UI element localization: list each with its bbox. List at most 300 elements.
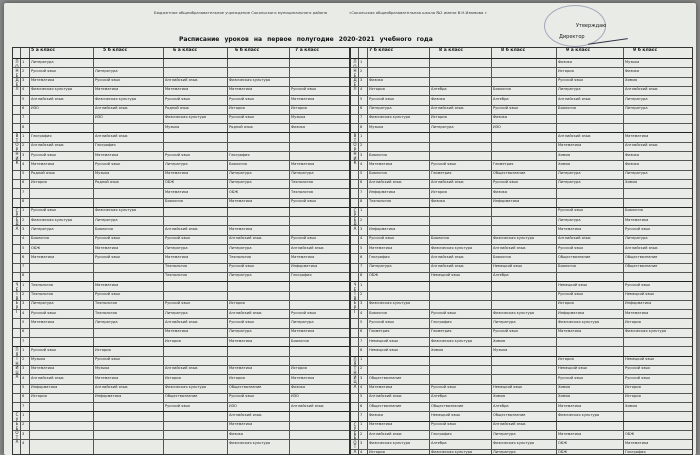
column-header: 9 а класс (566, 48, 591, 53)
lesson-cell: Математика (291, 329, 315, 334)
lesson-cell: Русский язык (165, 301, 191, 306)
lesson-cell: Русский язык (493, 106, 519, 110)
lesson-cell: Информатика (369, 226, 396, 231)
lesson-number: 6 (360, 403, 363, 408)
lesson-cell: Русский язык (165, 403, 191, 408)
lesson-cell: Физика (625, 68, 640, 73)
lesson-number: 8 (22, 199, 25, 203)
lesson-number: 2 (360, 143, 363, 148)
lesson-cell: Математика (229, 338, 253, 343)
lesson-cell: Физика (229, 431, 244, 436)
lesson-row (351, 366, 692, 373)
lesson-row (351, 255, 692, 262)
lesson-cell: История (229, 106, 245, 110)
lesson-cell: Математика (625, 440, 649, 445)
lesson-number: 6 (22, 394, 25, 399)
lesson-cell: Музыка (31, 357, 46, 362)
lesson-cell: ИЗО (493, 124, 501, 129)
lesson-cell: Музыка (625, 59, 640, 64)
lesson-cell: История (229, 375, 245, 380)
lesson-number: 8 (360, 199, 363, 203)
lesson-cell: Математика (558, 329, 582, 334)
lesson-cell: Математика (625, 217, 649, 222)
lesson-number: 5 (22, 245, 25, 250)
lesson-number: 8 (22, 273, 25, 278)
lesson-number: 6 (360, 329, 363, 334)
lesson-cell: Русский язык (558, 292, 584, 296)
lesson-row (13, 413, 349, 420)
lesson-cell: Русский язык (558, 375, 584, 380)
lesson-row (13, 69, 349, 76)
lesson-cell: Обществознание (229, 385, 262, 389)
lesson-row (13, 87, 349, 94)
lesson-number: 3 (360, 78, 363, 83)
lesson-cell: Физика (431, 96, 446, 101)
lesson-number: 7 (22, 115, 25, 120)
lesson-cell: Музыка (165, 124, 180, 129)
lesson-number: 5 (22, 319, 25, 324)
lesson-cell: Русский язык (369, 319, 395, 324)
lesson-number: 2 (22, 143, 25, 148)
lesson-number: 3 (360, 440, 363, 445)
lesson-cell: Русский язык (558, 245, 584, 250)
lesson-cell: История (431, 115, 447, 120)
lesson-cell: Музыка (95, 366, 110, 371)
lesson-cell: Английский язык (95, 133, 128, 138)
lesson-cell: Обществознание (558, 254, 591, 259)
day-label: Ч Е Т В Е Р Г (353, 282, 357, 315)
column-header: 6 а класс (173, 48, 198, 53)
lesson-cell: Алгебра (493, 96, 509, 101)
lesson-row (351, 227, 692, 234)
lesson-cell: Русский язык (229, 96, 255, 101)
lesson-number: 2 (22, 217, 25, 222)
lesson-row (13, 236, 349, 243)
lesson-row (13, 143, 349, 150)
lesson-number: 5 (360, 245, 363, 250)
lesson-cell: Биология (369, 171, 387, 176)
lesson-cell: Английский язык (291, 245, 324, 250)
lesson-cell: Русский язык (625, 282, 651, 287)
lesson-number: 5 (22, 171, 25, 176)
lesson-cell: Литература (625, 236, 648, 241)
lesson-cell: Физика (369, 412, 384, 417)
lesson-row (13, 208, 349, 215)
lesson-cell: Алгебра (493, 273, 509, 278)
lesson-cell: Литература (31, 59, 54, 64)
lesson-cell: История (165, 375, 181, 380)
lesson-cell: Английский язык (31, 143, 64, 148)
lesson-cell: Русский язык (291, 310, 317, 315)
lesson-number: 1 (22, 412, 25, 417)
lesson-cell: Математика (95, 245, 119, 250)
lesson-cell: Русский язык (229, 394, 255, 399)
lesson-cell: Физическая культура (31, 87, 73, 92)
lesson-cell: География (31, 133, 52, 138)
lesson-number: 3 (22, 301, 25, 306)
lesson-cell: Русский язык (31, 310, 57, 315)
lesson-row (13, 292, 349, 299)
lesson-cell: Физическая культура (558, 319, 600, 324)
lesson-cell: Математика (165, 329, 189, 334)
lesson-cell: ОБЖ (165, 180, 175, 185)
lesson-cell: Русский язык (165, 96, 191, 101)
lesson-cell: География (625, 450, 646, 455)
lesson-cell: Немецкий язык (431, 412, 461, 417)
page-title: Расписание уроков на первое полугодие 2020-2021 учебного года (179, 36, 433, 43)
lesson-row (13, 162, 349, 169)
lesson-number: 4 (22, 236, 25, 241)
lesson-cell: География (291, 273, 312, 278)
lesson-cell: Математика (31, 161, 55, 166)
lesson-number: 7 (360, 264, 363, 269)
lesson-cell: Английский язык (625, 143, 658, 148)
lesson-cell: Информатика (95, 394, 122, 399)
lesson-cell: Физика (291, 124, 306, 129)
lesson-cell: Литература (229, 245, 252, 250)
lesson-row (351, 422, 692, 429)
lesson-cell: Английский язык (31, 96, 64, 101)
lesson-cell: Физическая культура (558, 412, 600, 417)
lesson-cell: Информатика (493, 199, 520, 203)
lesson-row (351, 106, 692, 113)
lesson-cell: Музыка (493, 347, 508, 352)
lesson-cell: История (369, 450, 385, 455)
lesson-row (351, 143, 692, 150)
lesson-cell: География (431, 431, 452, 436)
lesson-cell: Русский язык (431, 385, 457, 389)
lesson-cell: Химия (493, 338, 506, 343)
lesson-cell: Литература (31, 301, 54, 306)
lesson-cell: Музыка (95, 171, 110, 176)
lesson-row (13, 97, 349, 104)
lesson-cell: Геометрия (431, 329, 452, 334)
lesson-number: 1 (360, 59, 363, 64)
lesson-cell: Биология (165, 199, 183, 203)
lesson-cell: Физика (431, 199, 446, 203)
lesson-cell: Литература (229, 180, 252, 185)
lesson-cell: Обществознание (493, 412, 526, 417)
lesson-cell: Математика (95, 375, 119, 380)
lesson-cell: Биология (558, 264, 576, 269)
lesson-cell: Литература (558, 217, 581, 222)
lesson-cell: Русский язык (95, 78, 121, 83)
lesson-cell: География (369, 254, 390, 259)
lesson-number: 7 (22, 403, 25, 408)
lesson-cell: Немецкий язык (493, 385, 523, 389)
lesson-cell: Английский язык (431, 106, 464, 110)
lesson-row (351, 357, 692, 364)
lesson-number: 1 (360, 357, 363, 362)
day-label: С Р Е Д А (15, 207, 19, 231)
lesson-number: 7 (360, 115, 363, 120)
lesson-cell: Английский язык (625, 245, 658, 250)
lesson-cell: Геометрия (431, 171, 452, 176)
lesson-row (351, 348, 692, 355)
lesson-cell: Физическая культура (369, 440, 411, 445)
lesson-row (351, 264, 692, 271)
lesson-cell: Математика (31, 319, 55, 324)
lesson-number: 5 (360, 96, 363, 101)
lesson-cell: Русский язык (493, 329, 519, 334)
lesson-cell: Технология (369, 199, 391, 203)
lesson-number: 8 (22, 124, 25, 129)
lesson-cell: Английский язык (165, 366, 198, 371)
lesson-number: 7 (360, 412, 363, 417)
lesson-cell: История (31, 180, 47, 185)
lesson-row (13, 218, 349, 225)
column-header: 5 б класс (103, 48, 128, 53)
lesson-cell: Русский язык (369, 96, 395, 101)
lesson-row (13, 78, 349, 85)
lesson-cell: Математика (95, 152, 119, 157)
lesson-cell: Литература (229, 273, 252, 278)
lesson-cell: Русский язык (31, 152, 57, 157)
lesson-cell: Английский язык (558, 96, 591, 101)
lesson-cell: Русский язык (558, 208, 584, 213)
lesson-cell: Английский язык (431, 180, 464, 185)
lesson-cell: Русский язык (625, 226, 651, 231)
lesson-cell: Алгебра (431, 87, 447, 92)
lesson-row (351, 404, 692, 411)
lesson-number: 1 (22, 208, 25, 213)
lesson-row (351, 376, 692, 383)
lesson-cell: Русский язык (165, 152, 191, 157)
lesson-cell: История (31, 394, 47, 399)
lesson-cell: Английский язык (493, 422, 526, 427)
day-label: Ч Е Т В Е Р Г (15, 282, 19, 315)
lesson-cell: Английский язык (95, 106, 128, 110)
lesson-cell: Литература (493, 319, 516, 324)
lesson-row (13, 311, 349, 318)
lesson-cell: Литература (431, 124, 454, 129)
lesson-row (13, 432, 349, 439)
lesson-cell: Химия (493, 394, 506, 399)
lesson-number: 3 (22, 152, 25, 157)
lesson-cell: История (95, 347, 111, 352)
lesson-cell: Физика (493, 189, 508, 194)
lesson-cell: Математика (558, 226, 582, 231)
lesson-cell: Математика (558, 431, 582, 436)
lesson-cell: ОБЖ (31, 245, 41, 250)
school-name: «Сокольская общеобразовательная школа №2 имени В.Н.Изюмова » (349, 10, 487, 15)
lesson-cell: Физическая культура (431, 450, 473, 455)
lesson-cell: Математика (625, 133, 649, 138)
lesson-cell: Русский язык (95, 161, 121, 166)
lesson-row (13, 404, 349, 411)
lesson-number: 4 (360, 450, 363, 455)
lesson-number: 2 (22, 357, 25, 362)
lesson-cell: Обществознание (165, 394, 198, 399)
lesson-cell: История (291, 106, 307, 110)
lesson-number: 7 (22, 189, 25, 194)
day-label: В Т О Р Н И К (353, 133, 357, 166)
lesson-cell: Русский язык (229, 115, 255, 120)
lesson-number: 5 (360, 171, 363, 176)
lesson-cell: Математика (31, 366, 55, 371)
lesson-cell: Математика (229, 226, 253, 231)
lesson-cell: Технология (291, 180, 313, 185)
column-header: 5 а класс (31, 48, 56, 53)
lesson-cell: Химия (558, 152, 571, 157)
lesson-cell: История (165, 338, 181, 343)
lesson-number: 4 (22, 440, 25, 445)
lesson-cell: Физическая культура (31, 217, 73, 222)
lesson-row (351, 199, 692, 206)
lesson-cell: Физическая культура (165, 115, 207, 120)
lesson-cell: Химия (625, 78, 638, 83)
lesson-number: 8 (360, 273, 363, 278)
lesson-number: 5 (22, 96, 25, 101)
lesson-cell: Математика (165, 87, 189, 92)
lesson-cell: Русский язык (493, 180, 519, 185)
lesson-number: 2 (22, 292, 25, 296)
lesson-cell: ОБЖ (625, 431, 635, 436)
lesson-number: 2 (22, 68, 25, 73)
lesson-cell: ИЗО (95, 115, 103, 120)
lesson-cell: Физическая культура (625, 329, 667, 334)
lesson-row (13, 255, 349, 262)
column-header: 9 б класс (633, 48, 658, 53)
lesson-number: 7 (22, 264, 25, 269)
lesson-row (13, 227, 349, 234)
lesson-cell: Русский язык (229, 264, 255, 269)
lesson-cell: Английский язык (229, 236, 262, 241)
lesson-cell: Немецкий язык (493, 264, 523, 269)
lesson-cell: Английский язык (558, 236, 591, 241)
lesson-number: 1 (22, 282, 25, 287)
lesson-cell: Литература (95, 217, 118, 222)
lesson-cell: Английский язык (229, 412, 262, 417)
lesson-cell: Технология (95, 310, 117, 315)
column-header: 6 б класс (235, 48, 260, 53)
lesson-cell: Родной язык (165, 106, 189, 110)
lesson-cell: Русский язык (369, 236, 395, 241)
lesson-number: 2 (360, 431, 363, 436)
lesson-row (13, 134, 349, 141)
lesson-cell: География (229, 152, 250, 157)
lesson-number: 5 (22, 385, 25, 389)
lesson-cell: Биология (31, 236, 49, 241)
lesson-cell: Литература (229, 329, 252, 334)
lesson-row (13, 264, 349, 271)
lesson-row (351, 78, 692, 85)
lesson-cell: История (291, 366, 307, 371)
lesson-cell: Русский язык (95, 357, 121, 362)
lesson-cell: Химия (558, 394, 571, 399)
lesson-number: 8 (360, 124, 363, 129)
lesson-row (13, 180, 349, 187)
lesson-cell: История (558, 357, 574, 362)
lesson-cell: Английский язык (369, 431, 402, 436)
lesson-cell: Русский язык (291, 87, 317, 92)
lesson-cell: Английский язык (165, 226, 198, 231)
lesson-row (351, 283, 692, 290)
schedule-sheet (4, 3, 696, 455)
lesson-cell: Математика (165, 189, 189, 194)
lesson-cell: Математика (165, 171, 189, 176)
lesson-cell: Химия (558, 385, 571, 389)
lesson-cell: Литература (31, 226, 54, 231)
lesson-cell: Геометрия (493, 161, 514, 166)
lesson-cell: Родной язык (229, 124, 253, 129)
lesson-number: 4 (360, 385, 363, 389)
day-label: В Т О Р Н И К (15, 133, 19, 166)
column-header: 7 б класс (369, 48, 394, 53)
lesson-cell: Английский язык (291, 403, 324, 408)
lesson-number: 4 (22, 87, 25, 92)
lesson-number: 6 (360, 180, 363, 185)
column-header: 7 а класс (295, 48, 320, 53)
lesson-cell: Математика (558, 403, 582, 408)
lesson-cell: Литература (291, 171, 314, 176)
lesson-cell: Обществознание (369, 375, 402, 380)
lesson-row (13, 190, 349, 197)
lesson-row (13, 329, 349, 336)
lesson-cell: Русский язык (558, 78, 584, 83)
lesson-cell: Английский язык (165, 319, 198, 324)
lesson-number: 6 (22, 180, 25, 185)
lesson-cell: Технология (31, 292, 53, 296)
lesson-cell: Английский язык (431, 264, 464, 269)
lesson-cell: Литература (291, 319, 314, 324)
lesson-cell: Английский язык (229, 310, 262, 315)
lesson-number: 3 (22, 226, 25, 231)
lesson-cell: Английский язык (369, 180, 402, 185)
lesson-row (351, 413, 692, 420)
lesson-cell: Английский язык (493, 245, 526, 250)
lesson-number: 6 (360, 106, 363, 110)
lesson-cell: Обществознание (625, 264, 658, 269)
lesson-cell: Физическая культура (95, 208, 137, 213)
lesson-cell: Математика (558, 143, 582, 148)
lesson-number: 6 (22, 254, 25, 259)
lesson-cell: Физическая культура (493, 440, 535, 445)
lesson-row (13, 422, 349, 429)
approve-label: Утверждаю (576, 23, 607, 29)
lesson-cell: Технология (31, 282, 53, 287)
lesson-cell: Математика (291, 254, 315, 259)
lesson-number: 4 (22, 161, 25, 166)
lesson-row (13, 394, 349, 401)
lesson-cell: Физическая культура (95, 96, 137, 101)
day-label: П Я Т Н И Ц А (353, 356, 357, 389)
lesson-row (351, 60, 692, 67)
lesson-cell: Музыка (291, 115, 306, 120)
lesson-cell: Математика (95, 282, 119, 287)
lesson-cell: Физическая культура (369, 115, 411, 120)
lesson-cell: Литература (625, 96, 648, 101)
lesson-cell: Литература (95, 68, 118, 73)
lesson-cell: Физика (625, 152, 640, 157)
lesson-row (351, 171, 692, 178)
lesson-row (351, 339, 692, 346)
lesson-number: 4 (360, 87, 363, 92)
lesson-cell: Биология (95, 226, 113, 231)
lesson-cell: Алгебра (431, 440, 447, 445)
lesson-cell: Биология (625, 208, 643, 213)
lesson-number: 4 (360, 236, 363, 241)
lesson-cell: Литература (95, 319, 118, 324)
lesson-cell: Обществознание (369, 403, 402, 408)
lesson-cell: Математика (229, 366, 253, 371)
lesson-row (351, 87, 692, 94)
lesson-number: 6 (22, 329, 25, 334)
lesson-number: 4 (360, 310, 363, 315)
lesson-row (351, 236, 692, 243)
lesson-cell: Литература (493, 450, 516, 455)
lesson-row (13, 171, 349, 178)
